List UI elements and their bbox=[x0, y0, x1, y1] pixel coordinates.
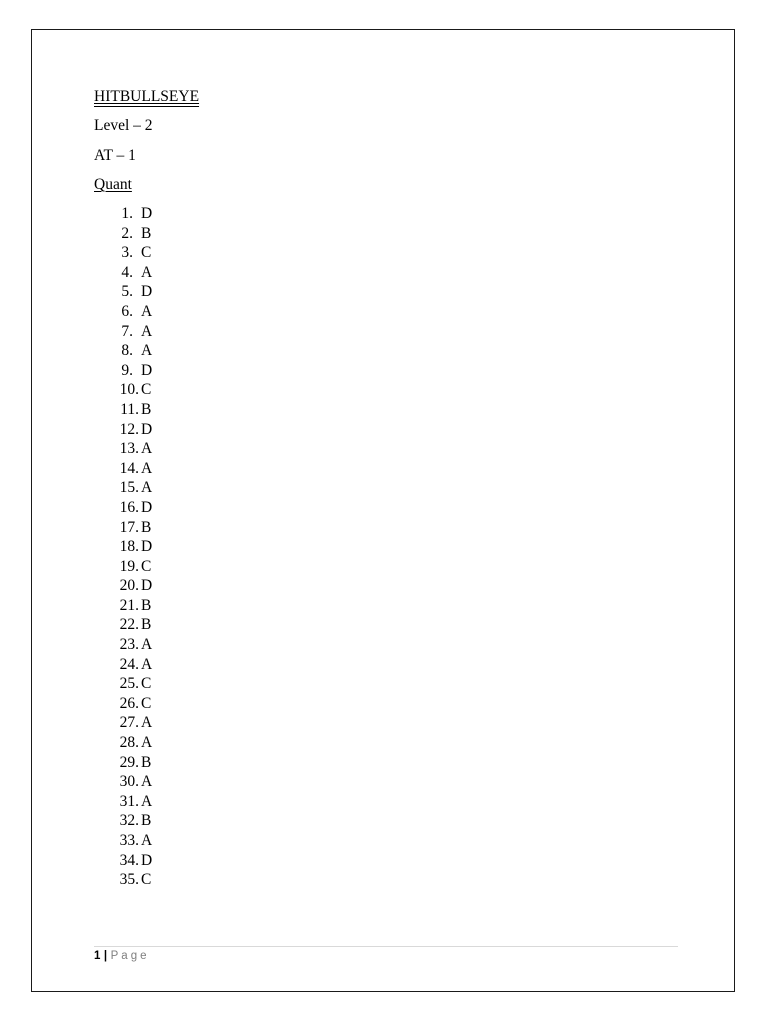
answer-number: 31. bbox=[119, 792, 139, 810]
answer-value: B bbox=[141, 224, 152, 242]
answer-value: B bbox=[141, 812, 152, 830]
answer-number: 22. bbox=[119, 616, 139, 634]
answer-item bbox=[94, 361, 152, 381]
answer-value: D bbox=[141, 283, 153, 301]
answer-value: A bbox=[141, 773, 153, 791]
answer-item bbox=[94, 380, 152, 400]
answer-value: A bbox=[141, 479, 153, 497]
answer-number: 3. bbox=[121, 244, 133, 262]
answer-item bbox=[94, 655, 152, 675]
answer-number: 27. bbox=[119, 714, 139, 732]
answer-item bbox=[94, 811, 152, 831]
answer-item bbox=[94, 596, 152, 616]
answer-number: 24. bbox=[119, 655, 139, 673]
test-label: AT – 1 bbox=[94, 147, 136, 164]
answer-item bbox=[94, 615, 152, 635]
answer-item bbox=[94, 478, 152, 498]
footer-separator: | bbox=[103, 950, 108, 962]
answer-item bbox=[94, 224, 152, 244]
answer-value: A bbox=[141, 832, 153, 849]
answer-item bbox=[94, 322, 152, 342]
page-number: 1 bbox=[94, 950, 101, 962]
answer-item bbox=[94, 674, 152, 694]
answer-value: D bbox=[141, 851, 153, 869]
answer-item bbox=[94, 498, 152, 518]
answer-item bbox=[94, 694, 152, 714]
answer-number: 16. bbox=[119, 498, 139, 516]
answer-number: 17. bbox=[119, 518, 139, 536]
answer-number: 15. bbox=[119, 479, 139, 497]
answer-number: 19. bbox=[119, 557, 139, 575]
answer-value: B bbox=[141, 616, 152, 634]
level-label: Level – 2 bbox=[94, 117, 153, 134]
page-word: Page bbox=[110, 950, 150, 962]
answer-value: A bbox=[141, 655, 153, 673]
answer-item bbox=[94, 733, 152, 753]
answer-item bbox=[94, 243, 152, 263]
answer-value: A bbox=[141, 792, 153, 810]
answer-number: 18. bbox=[119, 538, 139, 556]
answer-number: 2. bbox=[121, 224, 133, 242]
footer-divider bbox=[94, 946, 678, 947]
answer-number: 28. bbox=[119, 734, 139, 752]
document-page bbox=[31, 29, 735, 992]
answer-item bbox=[94, 204, 152, 224]
answer-value: C bbox=[141, 244, 152, 262]
answer-value: A bbox=[141, 440, 153, 458]
answer-number: 34. bbox=[119, 851, 139, 869]
answer-number: 29. bbox=[119, 753, 139, 771]
answer-item bbox=[94, 439, 152, 459]
answer-value: C bbox=[141, 871, 152, 889]
answer-item bbox=[94, 557, 152, 577]
answer-number: 26. bbox=[119, 694, 139, 712]
answer-item bbox=[94, 851, 152, 871]
answer-item bbox=[94, 635, 152, 655]
section-heading: Quant bbox=[94, 176, 132, 193]
answer-value: B bbox=[141, 596, 152, 614]
answer-item bbox=[94, 341, 152, 361]
answer-value: A bbox=[141, 342, 153, 360]
answer-item bbox=[94, 576, 152, 596]
page-footer bbox=[94, 948, 149, 964]
answer-value: D bbox=[141, 420, 153, 438]
answer-number: 13. bbox=[119, 440, 139, 458]
answer-number: 1. bbox=[121, 205, 133, 222]
answer-number: 21. bbox=[119, 596, 139, 614]
answer-number: 35. bbox=[119, 871, 139, 889]
answer-value: C bbox=[141, 557, 152, 575]
answer-number: 14. bbox=[119, 459, 139, 477]
answer-item bbox=[94, 772, 152, 792]
answer-item bbox=[94, 753, 152, 773]
answer-number: 8. bbox=[121, 342, 133, 360]
answer-item bbox=[94, 459, 152, 479]
answer-number: 4. bbox=[121, 263, 133, 281]
answer-number: 10. bbox=[119, 381, 139, 399]
answer-number: 25. bbox=[119, 675, 139, 693]
answer-item bbox=[94, 870, 152, 890]
answer-number: 7. bbox=[121, 322, 133, 340]
answer-item bbox=[94, 518, 152, 538]
answer-item bbox=[94, 420, 152, 440]
answer-item bbox=[94, 302, 152, 322]
answer-item bbox=[94, 792, 152, 812]
answer-value: A bbox=[141, 714, 153, 732]
answer-value: C bbox=[141, 675, 152, 693]
answer-value: D bbox=[141, 538, 153, 556]
answer-item bbox=[94, 537, 152, 557]
answer-number: 20. bbox=[119, 577, 139, 595]
answer-number: 32. bbox=[119, 812, 139, 830]
answer-value: B bbox=[141, 753, 152, 771]
answer-item bbox=[94, 713, 152, 733]
answer-value: D bbox=[141, 577, 153, 595]
answer-value: D bbox=[141, 498, 153, 516]
answer-value: A bbox=[141, 459, 153, 477]
answer-value: A bbox=[141, 263, 153, 281]
answer-value: C bbox=[141, 381, 152, 399]
answer-value: A bbox=[141, 636, 153, 654]
answer-number: 33. bbox=[119, 832, 139, 849]
answer-value: B bbox=[141, 400, 152, 418]
answer-item bbox=[94, 400, 152, 420]
answer-number: 12. bbox=[119, 420, 139, 438]
answer-list bbox=[94, 204, 152, 890]
answer-value: A bbox=[141, 734, 153, 752]
answer-item bbox=[94, 831, 152, 851]
answer-number: 23. bbox=[119, 636, 139, 654]
answer-number: 5. bbox=[121, 283, 133, 301]
answer-number: 9. bbox=[121, 361, 133, 379]
answer-number: 11. bbox=[120, 400, 139, 418]
answer-value: A bbox=[141, 302, 153, 320]
answer-number: 6. bbox=[121, 302, 133, 320]
answer-item bbox=[94, 282, 152, 302]
answer-value: D bbox=[141, 205, 153, 222]
answer-number: 30. bbox=[119, 773, 139, 791]
document-title: HITBULLSEYE bbox=[94, 88, 200, 105]
answer-item bbox=[94, 263, 152, 283]
answer-value: D bbox=[141, 361, 153, 379]
answer-value: B bbox=[141, 518, 152, 536]
answer-value: C bbox=[141, 694, 152, 712]
answer-value: A bbox=[141, 322, 153, 340]
